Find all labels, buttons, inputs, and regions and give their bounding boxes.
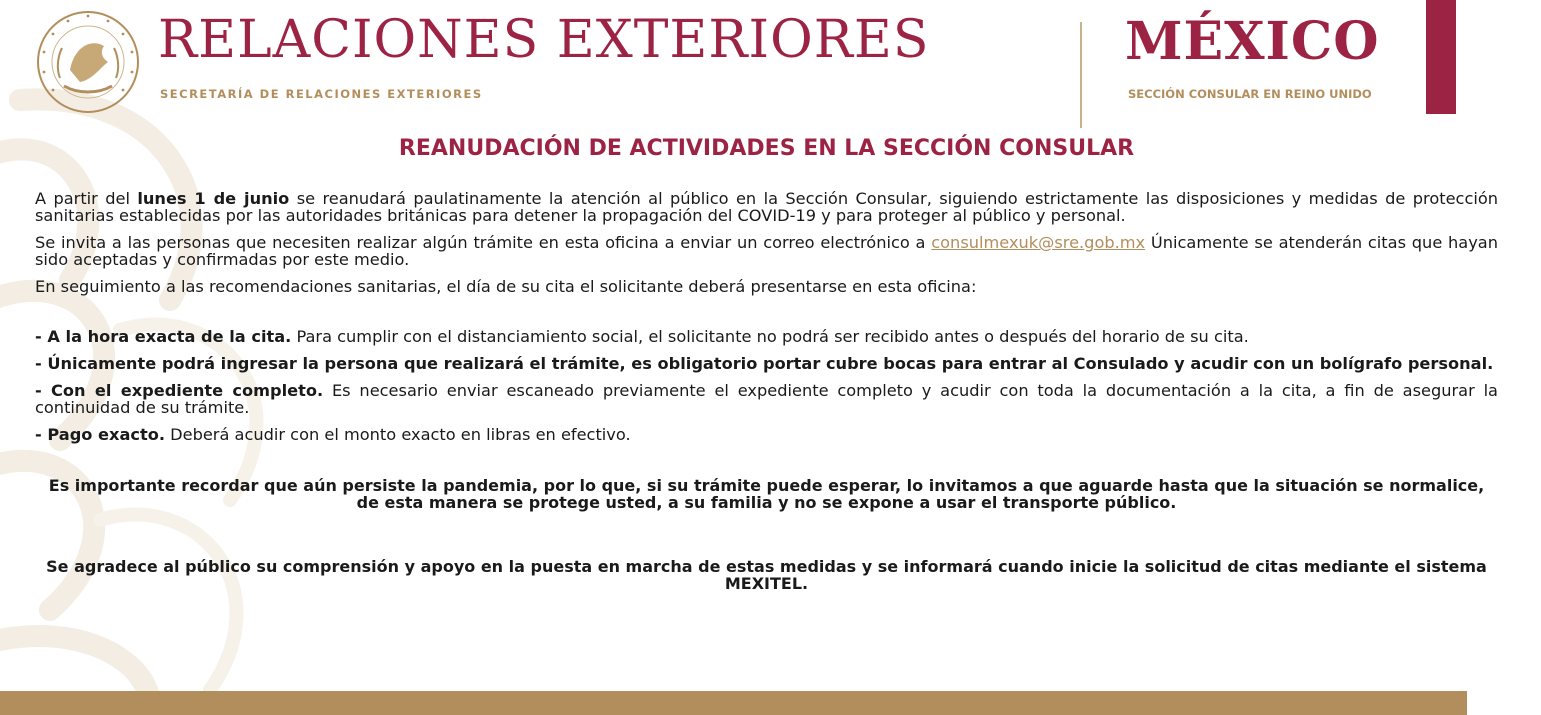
paragraph-text: Se invita a las personas que necesiten realizar algún trámite en esta oficina a enviar un correo electrónico a — [35, 233, 932, 252]
list-item-heading: - A la hora exacta de la cita. — [35, 327, 292, 346]
list-item-text: Deberá acudir con el monto exacto en libras en efectivo. — [165, 425, 631, 444]
country-title: MÉXICO — [1125, 11, 1380, 72]
list-item-text: Para cumplir con el distanciamiento social, el solicitante no podrá ser recibido antes o después del horario de su cita. — [291, 327, 1249, 346]
list-item-heading: - Pago exacto. — [35, 425, 165, 444]
list-item-text: Es necesario enviar escaneado previamente el expediente completo y acudir con toda la documentación a la cita, a fin de asegurar la continuidad de su trámite. — [35, 381, 1498, 417]
header-divider — [1080, 22, 1082, 128]
list-item — [35, 426, 1498, 443]
paragraph-text: se reanudará paulatinamente la atención al público en la Sección Consular, siguiendo estrictamente las disposiciones y medidas de protección sanitarias establecidas por las autoridades británicas para detener la propagación del COVID-19 y para proteger al público y personal. — [35, 189, 1499, 225]
list-item-heading: - Con el expediente completo. — [35, 381, 324, 400]
reopening-date: lunes 1 de junio — [137, 189, 290, 208]
list-item-heading: - Únicamente podrá ingresar la persona que realizará el trámite, es obligatorio portar cubre bocas para entrar al Consulado y acudir con un bolígrafo personal. — [35, 354, 1494, 373]
footer-bar — [0, 691, 1467, 715]
country-subtitle: SECCIÓN CONSULAR EN REINO UNIDO — [1128, 87, 1372, 101]
accent-bar — [1426, 0, 1456, 114]
paragraph-recommendations: En seguimiento a las recomendaciones sanitarias, el día de su cita el solicitante deberá presentarse en esta oficina: — [35, 277, 977, 296]
header — [0, 0, 1541, 130]
coat-of-arms-seal-icon — [30, 8, 146, 116]
paragraph-reopening — [35, 190, 1498, 224]
document-title: REANUDACIÓN DE ACTIVIDADES EN LA SECCIÓN CONSULAR — [398, 136, 1135, 161]
paragraph-text: Únicamente se atenderán citas que hayan sido aceptadas y confirmadas por este medio. — [35, 233, 1498, 269]
brand-title: RELACIONES EXTERIORES — [158, 10, 930, 70]
list-item — [35, 355, 1498, 372]
pandemic-note: Es importante recordar que aún persiste la pandemia, por lo que, si su trámite puede esperar, lo invitamos a que aguarde hasta que la situación se normalice, de esta manera se protege usted, a su familia y no se expone a usar el transporte público. — [48, 476, 1485, 512]
list-item — [35, 382, 1498, 416]
closing-note: Se agradece al público su comprensión y apoyo en la puesta en marcha de estas medidas y se informará cuando inicie la solicitud de citas mediante el sistema MEXITEL. — [46, 557, 1487, 593]
email-link[interactable]: consulmexuk@sre.gob.mx — [931, 233, 1146, 252]
paragraph-text: A partir del — [35, 189, 138, 208]
paragraph-contact — [35, 234, 1498, 268]
brand-subtitle: SECRETARÍA DE RELACIONES EXTERIORES — [160, 87, 483, 101]
list-item — [35, 328, 1498, 345]
document-body — [35, 190, 1498, 602]
